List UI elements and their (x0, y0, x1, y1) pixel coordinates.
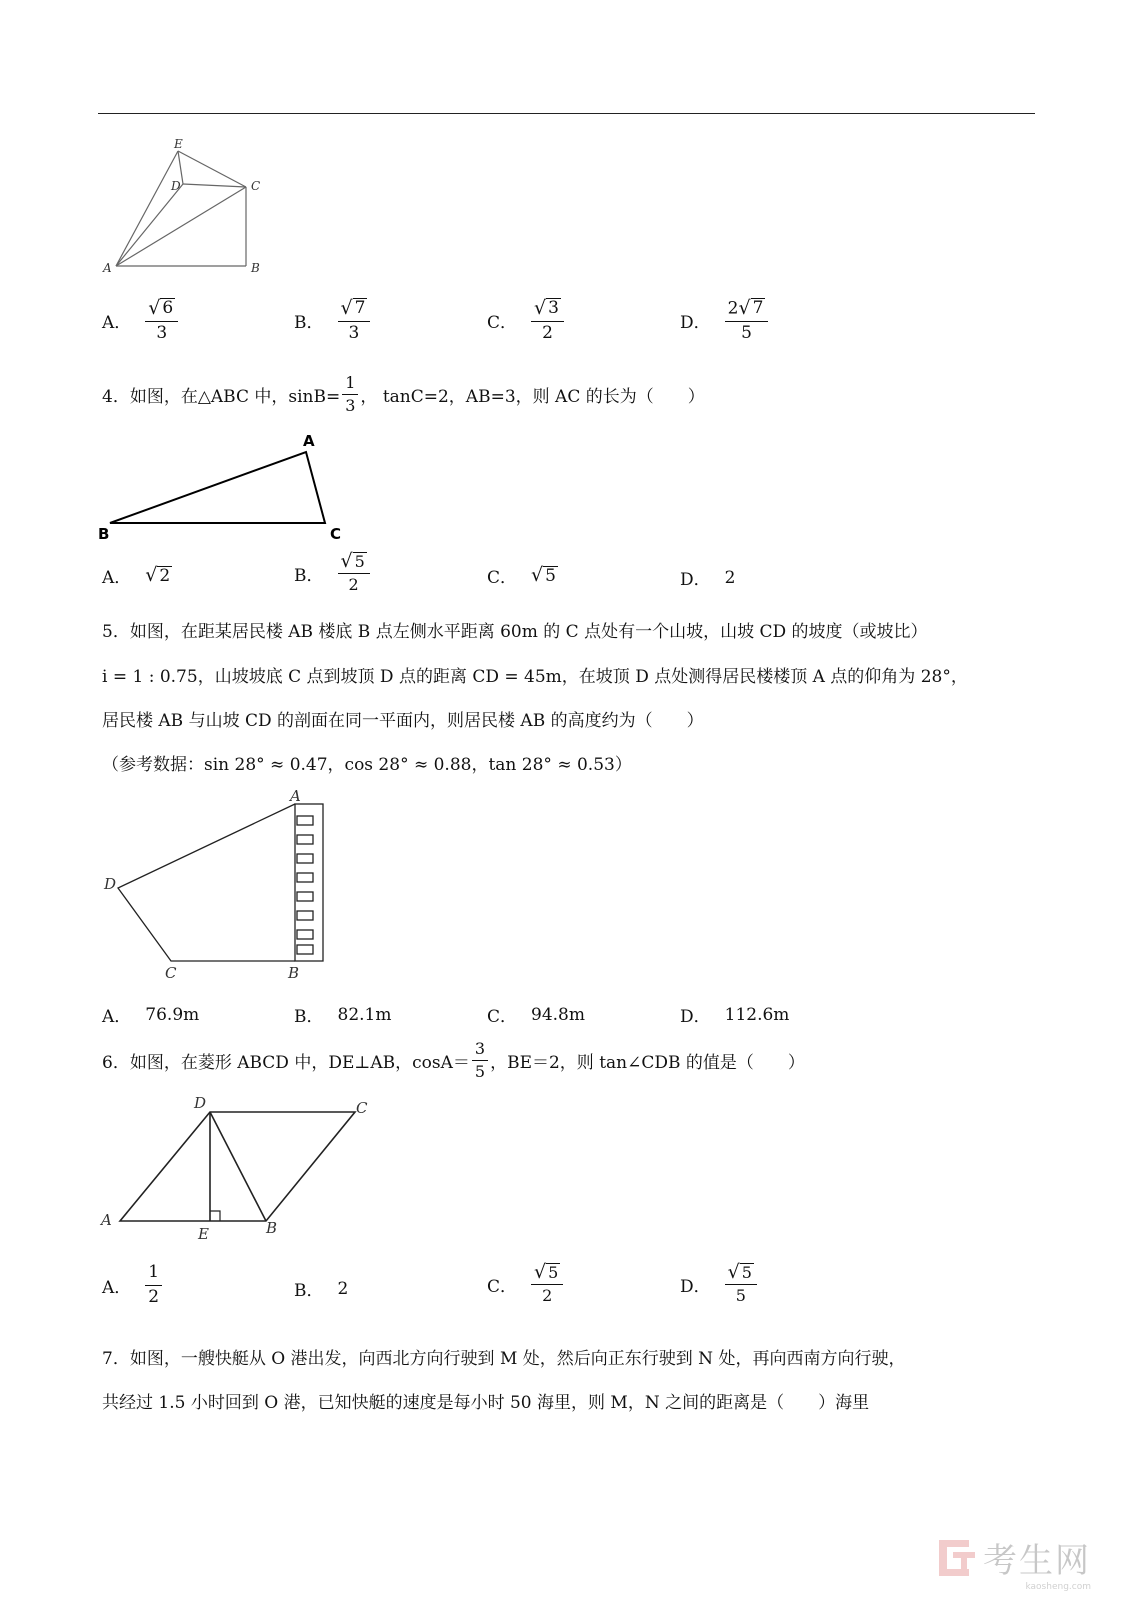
q4-label-c: C (330, 525, 342, 543)
q3-edge-dc (183, 184, 246, 187)
q6-right-angle-mark (210, 1211, 220, 1221)
watermark-subtext: kaosheng.com (1025, 1582, 1091, 1592)
q5-option-d[interactable]: D． 112.6m (680, 1004, 790, 1027)
q5-option-c[interactable]: C． 94.8m (487, 1004, 585, 1027)
q5-building-windows (297, 816, 313, 954)
q7-line-2: 共经过 1.5 小时回到 O 港，已知快艇的速度是每小时 50 海里，则 M，N 之间的距离是（ ）海里 (102, 1393, 870, 1413)
watermark (939, 1533, 1091, 1592)
q6-option-c[interactable]: C． √ 5 2 (487, 1263, 563, 1306)
q3-option-c[interactable]: C． √ 3 2 (487, 298, 564, 344)
fraction: $\frac{1}{2}$ (145, 1263, 162, 1307)
q4-label-b: B (98, 525, 110, 543)
q7-line-1: 7．如图，一艘快艇从 O 港出发，向西北方向行驶到 M 处，然后向正东行驶到 N 处，再向西南方向行驶， (102, 1349, 906, 1369)
q6-label-b: B (266, 1219, 278, 1237)
q6-option-a[interactable]: A． $\frac{1}{2}$ (102, 1263, 162, 1307)
q6-option-b[interactable]: B． 2 (294, 1278, 349, 1301)
q4-option-c[interactable]: C． √ 5 (487, 564, 556, 588)
q6-label-c: C (356, 1099, 368, 1117)
q6-option-d[interactable]: D． √ 5 5 (680, 1263, 757, 1306)
q3-label-d: D (171, 179, 181, 193)
q3-option-b[interactable]: B． √ 7 3 (294, 298, 370, 344)
fraction: √ 6 3 (145, 298, 178, 344)
q3-label-e: E (174, 137, 183, 151)
q4-option-b[interactable]: B． √ 5 2 (294, 552, 370, 595)
q5-line-4: （参考数据：sin 28° ≈ 0.47，cos 28° ≈ 0.88，tan 28° ≈ 0.53） (102, 755, 632, 775)
q4-triangle (110, 452, 325, 523)
q3-edge-ac (116, 187, 246, 266)
q5-line-2: i = 1 : 0.75，山坡坡底 C 点到坡顶 D 点的距离 CD = 45m，在坡顶 D 点处测得居民楼楼顶 A 点的仰角为 28°， (102, 667, 968, 687)
figure-q6 (98, 1092, 388, 1242)
q3-edge-ad (116, 184, 183, 266)
figure-q4 (96, 430, 356, 545)
watermark-logo-icon (939, 1540, 975, 1576)
q3-label-a: A (103, 261, 112, 275)
q5-option-a[interactable]: A． 76.9m (102, 1004, 200, 1027)
fraction: 2 √ 7 5 (725, 298, 769, 344)
radical: √ 2 (145, 564, 171, 587)
q4-stem: 4．如图，在△ABC 中，sinB= $\frac{1}{3}$ ， tanC=2，AB=3，则 AC 的长为（ ） (102, 373, 705, 416)
fraction: √ 3 2 (531, 298, 564, 344)
q3-label-c: C (251, 179, 261, 193)
fraction: √ 5 5 (725, 1263, 757, 1306)
q3-option-a[interactable]: A． √ 6 3 (102, 298, 178, 344)
q5-option-b[interactable]: B． 82.1m (294, 1004, 392, 1027)
q3-edge-ae (116, 151, 178, 266)
q6-segment-db (210, 1112, 266, 1221)
fraction: √ 5 2 (338, 552, 370, 595)
q6-label-a: A (101, 1211, 112, 1229)
q5-line-3: 居民楼 AB 与山坡 CD 的剖面在同一平面内，则居民楼 AB 的高度约为（ ） (102, 711, 704, 731)
q4-label-a: A (303, 432, 315, 450)
radical: √ 5 (531, 564, 556, 587)
q4-option-a[interactable]: A． √ 2 (102, 564, 171, 588)
q5-label-c: C (165, 964, 177, 982)
q5-label-d: D (104, 875, 117, 893)
fraction: $\frac{1}{3}$ (342, 374, 358, 416)
header-rule (98, 113, 1035, 114)
figure-q5 (98, 785, 338, 985)
q6-stem: 6．如图，在菱形 ABCD 中，DE⊥AB，cosA＝ $\frac{3}{5}$ ，BE＝2，则 tan∠CDB 的值是（ ） (102, 1039, 805, 1082)
q5-label-a: A (290, 787, 301, 805)
q6-label-e: E (198, 1225, 209, 1243)
q3-edge-ec (178, 151, 246, 187)
q5-line-1: 5．如图，在距某居民楼 AB 楼底 B 点左侧水平距离 60m 的 C 点处有一个山坡，山坡 CD 的坡度（或坡比） (102, 622, 928, 642)
fraction: $\frac{3}{5}$ (472, 1040, 488, 1082)
q3-label-b: B (251, 261, 260, 275)
watermark-text: 考生网 (983, 1541, 1091, 1581)
fraction: √ 7 3 (338, 298, 371, 344)
q5-slope-outline (118, 804, 295, 961)
fraction: √ 5 2 (531, 1263, 563, 1306)
q5-label-b: B (288, 964, 300, 982)
q6-label-d: D (194, 1094, 207, 1112)
q4-option-d[interactable]: D． 2 (680, 567, 736, 590)
q3-option-d[interactable]: D． 2 √ 7 5 (680, 298, 768, 344)
figure-q3 (100, 138, 270, 278)
